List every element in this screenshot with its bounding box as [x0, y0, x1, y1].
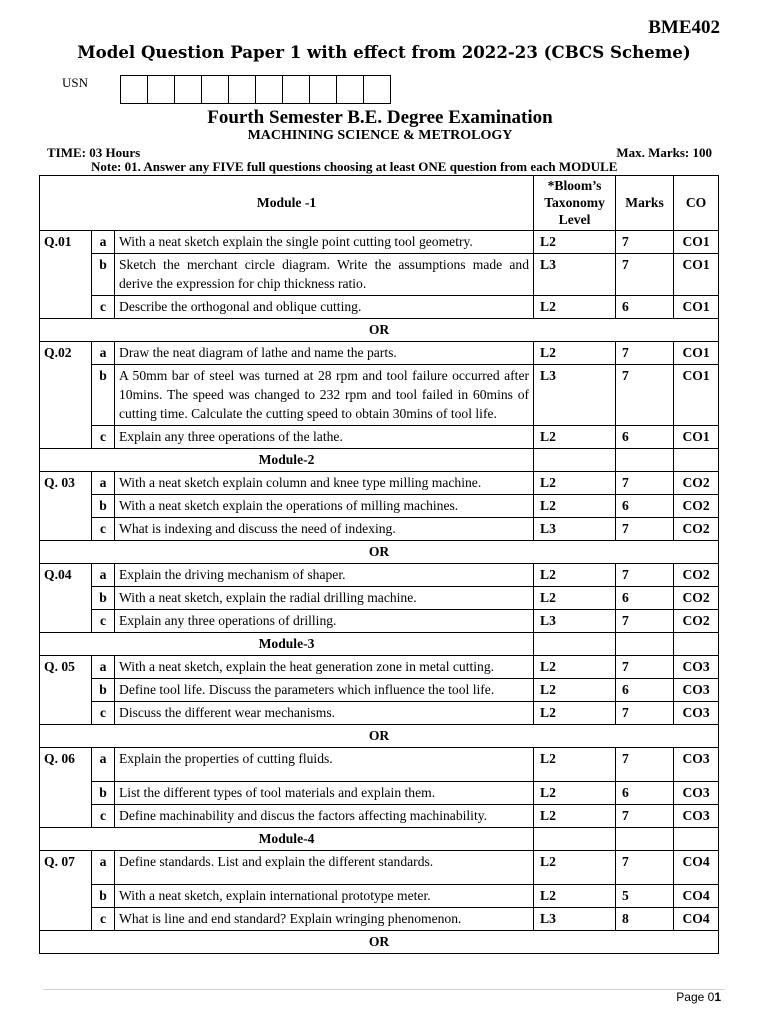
usn-box: [229, 76, 256, 103]
module-row: [40, 828, 719, 851]
marks-value: 7: [616, 656, 674, 679]
sub-label: a: [92, 231, 115, 254]
table-row: [40, 805, 719, 828]
marks-value: 5: [616, 885, 674, 908]
marks-value: 7: [616, 342, 674, 365]
exam-name: Fourth Semester B.E. Degree Examination: [207, 107, 553, 128]
question-text: Define machinability and discus the factors affecting machinability.: [115, 805, 534, 828]
or-label: OR: [40, 541, 719, 564]
sub-label: b: [92, 495, 115, 518]
empty-cell: [534, 633, 616, 656]
module-heading: Module-3: [40, 633, 534, 656]
usn-label: USN: [62, 75, 89, 90]
table-row: [40, 587, 719, 610]
question-text: With a neat sketch, explain the radial drilling machine.: [115, 587, 534, 610]
blooms-level: L2: [534, 495, 616, 518]
table-row: [40, 495, 719, 518]
co-value: CO4: [674, 851, 719, 885]
blooms-level: L3: [534, 908, 616, 931]
empty-cell: [534, 828, 616, 851]
question-text: Describe the orthogonal and oblique cutting.: [115, 296, 534, 319]
or-row: [40, 725, 719, 748]
blooms-level: L3: [534, 518, 616, 541]
blooms-level: L3: [534, 610, 616, 633]
blooms-level: L2: [534, 851, 616, 885]
table-row: [40, 254, 719, 296]
empty-cell: [616, 633, 674, 656]
sub-label: b: [92, 885, 115, 908]
blooms-level: L2: [534, 564, 616, 587]
question-text: Sketch the merchant circle diagram. Write the assumptions made and derive the expression for chip thickness ratio.: [115, 254, 534, 296]
table-row: [40, 702, 719, 725]
co-value: CO1: [674, 254, 719, 296]
sub-label: a: [92, 472, 115, 495]
co-value: CO2: [674, 518, 719, 541]
marks-value: 7: [616, 564, 674, 587]
marks-value: 6: [616, 495, 674, 518]
marks-value: 6: [616, 296, 674, 319]
question-number: Q.02: [40, 342, 92, 449]
empty-cell: [616, 449, 674, 472]
co-value: CO3: [674, 782, 719, 805]
co-header: CO: [674, 176, 719, 231]
question-text: Draw the neat diagram of lathe and name the parts.: [115, 342, 534, 365]
sub-label: c: [92, 426, 115, 449]
module-heading: Module-4: [40, 828, 534, 851]
question-number: Q.04: [40, 564, 92, 633]
marks-value: 7: [616, 231, 674, 254]
question-text: List the different types of tool materials and explain them.: [115, 782, 534, 805]
sub-label: c: [92, 702, 115, 725]
table-row: [40, 908, 719, 931]
table-row: [40, 518, 719, 541]
question-text: With a neat sketch, explain international prototype meter.: [115, 885, 534, 908]
question-number: Q.01: [40, 231, 92, 319]
sub-label: b: [92, 365, 115, 426]
blooms-level: L3: [534, 365, 616, 426]
marks-value: 7: [616, 748, 674, 782]
or-label: OR: [40, 725, 719, 748]
module-heading: Module -1: [40, 176, 534, 231]
or-row: [40, 319, 719, 342]
blooms-level: L2: [534, 679, 616, 702]
empty-cell: [674, 828, 719, 851]
co-value: CO1: [674, 426, 719, 449]
usn-box: [121, 76, 148, 103]
table-row: [40, 851, 719, 885]
usn-box: [202, 76, 229, 103]
blooms-level: L2: [534, 587, 616, 610]
sub-label: c: [92, 805, 115, 828]
or-row: [40, 541, 719, 564]
table-row: [40, 782, 719, 805]
question-text: Discuss the different wear mechanisms.: [115, 702, 534, 725]
marks-value: 7: [616, 365, 674, 426]
marks-value: 7: [616, 805, 674, 828]
table-row: [40, 365, 719, 426]
co-value: CO1: [674, 365, 719, 426]
table-row: [40, 656, 719, 679]
empty-cell: [534, 449, 616, 472]
question-text: What is indexing and discuss the need of indexing.: [115, 518, 534, 541]
co-value: CO2: [674, 610, 719, 633]
module-row: [40, 633, 719, 656]
co-value: CO1: [674, 296, 719, 319]
question-text: Explain the properties of cutting fluids.: [115, 748, 534, 782]
co-value: CO3: [674, 805, 719, 828]
sub-label: c: [92, 518, 115, 541]
sub-label: b: [92, 587, 115, 610]
question-number: Q. 07: [40, 851, 92, 931]
marks-value: 6: [616, 587, 674, 610]
sub-label: c: [92, 296, 115, 319]
footer-divider: [43, 989, 725, 990]
sub-label: a: [92, 564, 115, 587]
blooms-level: L2: [534, 885, 616, 908]
blooms-level: L3: [534, 254, 616, 296]
table-row: [40, 610, 719, 633]
usn-box: [364, 76, 391, 103]
question-text: Define tool life. Discuss the parameters which influence the tool life.: [115, 679, 534, 702]
table-row: [40, 426, 719, 449]
marks-value: 7: [616, 610, 674, 633]
co-value: CO1: [674, 231, 719, 254]
co-value: CO3: [674, 748, 719, 782]
table-header-row: [40, 176, 719, 231]
exam-time: TIME: 03 Hours: [47, 145, 141, 160]
subject-name: MACHINING SCIENCE & METROLOGY: [247, 128, 513, 143]
blooms-level: L2: [534, 231, 616, 254]
sub-label: c: [92, 610, 115, 633]
blooms-level: L2: [534, 656, 616, 679]
marks-value: 6: [616, 782, 674, 805]
blooms-level: L2: [534, 472, 616, 495]
co-value: CO2: [674, 564, 719, 587]
question-text: With a neat sketch explain the single point cutting tool geometry.: [115, 231, 534, 254]
usn-box: [337, 76, 364, 103]
table-row: [40, 231, 719, 254]
co-value: CO3: [674, 679, 719, 702]
exam-note: Note: 01. Answer any FIVE full questions choosing at least ONE question from each MODULE: [91, 159, 618, 174]
sub-label: b: [92, 782, 115, 805]
table-row: [40, 885, 719, 908]
question-number: Q. 05: [40, 656, 92, 725]
usn-box: [148, 76, 175, 103]
question-number: Q. 06: [40, 748, 92, 828]
or-label: OR: [40, 319, 719, 342]
page-prefix: Page 0: [676, 990, 715, 1004]
co-value: CO2: [674, 472, 719, 495]
marks-header: Marks: [616, 176, 674, 231]
question-table: [39, 175, 719, 954]
page-number: [676, 990, 721, 1004]
sub-label: a: [92, 851, 115, 885]
question-text: With a neat sketch explain the operations of milling machines.: [115, 495, 534, 518]
empty-cell: [674, 633, 719, 656]
table-row: [40, 472, 719, 495]
usn-box: [310, 76, 337, 103]
course-code: BME402: [648, 17, 720, 38]
blooms-level: L2: [534, 702, 616, 725]
empty-cell: [674, 449, 719, 472]
table-row: [40, 748, 719, 782]
blooms-level: L2: [534, 748, 616, 782]
marks-value: 8: [616, 908, 674, 931]
usn-box: [283, 76, 310, 103]
question-text: With a neat sketch explain column and knee type milling machine.: [115, 472, 534, 495]
blooms-level: L2: [534, 342, 616, 365]
paper-title: Model Question Paper 1 with effect from 2022-23 (CBCS Scheme): [77, 42, 691, 62]
table-row: [40, 342, 719, 365]
marks-value: 6: [616, 426, 674, 449]
max-marks: Max. Marks: 100: [616, 145, 712, 160]
co-value: CO3: [674, 656, 719, 679]
empty-cell: [616, 828, 674, 851]
usn-box: [256, 76, 283, 103]
blooms-level: L2: [534, 782, 616, 805]
or-label: OR: [40, 931, 719, 954]
marks-value: 6: [616, 679, 674, 702]
marks-value: 7: [616, 254, 674, 296]
blooms-level: L2: [534, 426, 616, 449]
co-value: CO4: [674, 908, 719, 931]
table-row: [40, 679, 719, 702]
question-text: Explain any three operations of the lathe.: [115, 426, 534, 449]
or-row: [40, 931, 719, 954]
marks-value: 7: [616, 702, 674, 725]
table-row: [40, 564, 719, 587]
co-value: CO2: [674, 587, 719, 610]
co-value: CO1: [674, 342, 719, 365]
co-value: CO3: [674, 702, 719, 725]
module-heading: Module-2: [40, 449, 534, 472]
sub-label: a: [92, 656, 115, 679]
sub-label: b: [92, 254, 115, 296]
question-text: Explain the driving mechanism of shaper.: [115, 564, 534, 587]
question-number: Q. 03: [40, 472, 92, 541]
marks-value: 7: [616, 518, 674, 541]
module-row: [40, 449, 719, 472]
sub-label: a: [92, 342, 115, 365]
question-text: What is line and end standard? Explain wringing phenomenon.: [115, 908, 534, 931]
sub-label: a: [92, 748, 115, 782]
question-text: A 50mm bar of steel was turned at 28 rpm and tool failure occurred after 10mins. The speed was changed to 232 rpm and tool failed in 60mins of cutting time. Calculate the cutting speed to obtain 30mins of tool life.: [115, 365, 534, 426]
marks-value: 7: [616, 472, 674, 495]
page-num: 1: [714, 990, 721, 1004]
blooms-level: L2: [534, 296, 616, 319]
co-value: CO4: [674, 885, 719, 908]
usn-box: [175, 76, 202, 103]
question-text: With a neat sketch, explain the heat generation zone in metal cutting.: [115, 656, 534, 679]
question-text: Define standards. List and explain the different standards.: [115, 851, 534, 885]
co-value: CO2: [674, 495, 719, 518]
question-text: Explain any three operations of drilling.: [115, 610, 534, 633]
marks-value: 7: [616, 851, 674, 885]
blooms-header: *Bloom’s Taxonomy Level: [534, 176, 616, 231]
table-row: [40, 296, 719, 319]
usn-boxes: [120, 75, 391, 104]
blooms-level: L2: [534, 805, 616, 828]
sub-label: c: [92, 908, 115, 931]
sub-label: b: [92, 679, 115, 702]
